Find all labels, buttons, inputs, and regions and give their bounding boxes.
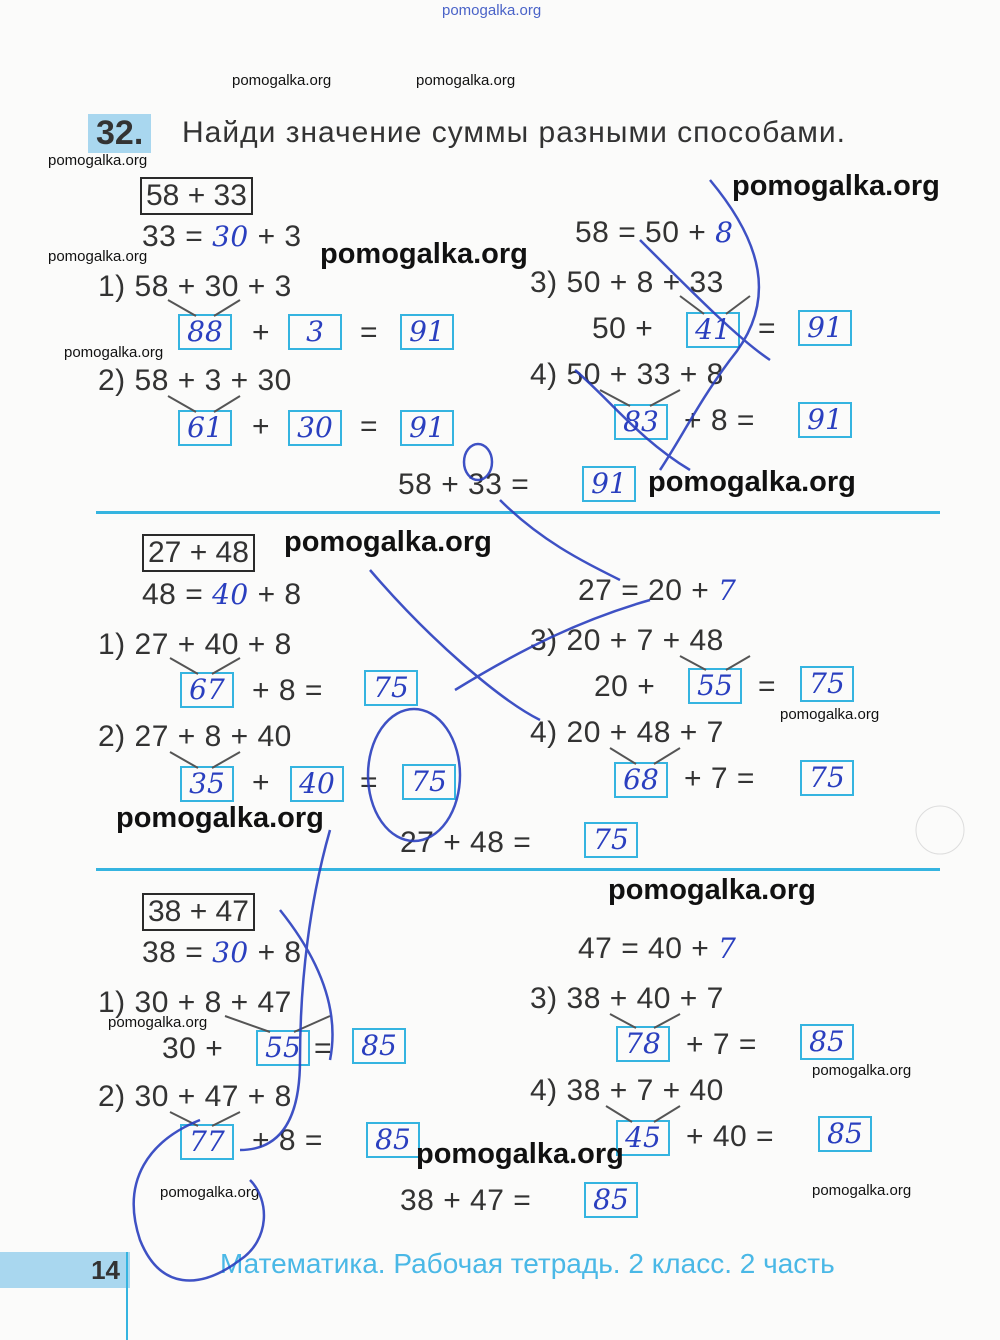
arrow-icon bbox=[212, 658, 240, 674]
arrow-icon bbox=[654, 1106, 680, 1122]
plus-sign: + bbox=[252, 410, 271, 443]
final-expression: 27 + 48 = bbox=[400, 826, 532, 859]
step-1: 1) 58 + 30 + 3 bbox=[98, 270, 292, 303]
decomposition-right: 27 = 20 + 7 bbox=[578, 574, 737, 607]
answer-box: 91 bbox=[400, 410, 454, 446]
equals-sign: = bbox=[758, 312, 777, 345]
equals-sign: = bbox=[360, 766, 379, 799]
arrow-icon bbox=[654, 748, 680, 764]
answer-box: 3 bbox=[288, 314, 342, 350]
watermark: pomogalka.org bbox=[608, 874, 816, 906]
answer-box: 41 bbox=[686, 312, 740, 348]
answer-box: 85 bbox=[352, 1028, 406, 1064]
arrow-icon bbox=[726, 296, 750, 314]
arrow-icon bbox=[212, 752, 240, 768]
watermark: pomogalka.org bbox=[160, 1184, 260, 1201]
watermark: pomogalka.org bbox=[284, 526, 492, 558]
watermark: pomogalka.org bbox=[416, 72, 516, 89]
answer-box: 77 bbox=[180, 1124, 234, 1160]
watermark: pomogalka.org bbox=[232, 72, 332, 89]
step-2: 2) 58 + 3 + 30 bbox=[98, 364, 292, 397]
arrow-icon bbox=[610, 748, 636, 764]
arrow-icon bbox=[168, 300, 196, 316]
watermark: pomogalka.org bbox=[416, 1138, 624, 1170]
page-number: 14 bbox=[0, 1252, 130, 1288]
answer-box: 83 bbox=[614, 404, 668, 440]
final-answer-box: 85 bbox=[584, 1182, 638, 1218]
answer-box: 78 bbox=[616, 1026, 670, 1062]
scribble bbox=[660, 180, 759, 470]
scribble bbox=[134, 1120, 264, 1280]
answer-box: 35 bbox=[180, 766, 234, 802]
task-expression: 38 + 47 bbox=[142, 893, 255, 931]
step-3-prefix: 50 + bbox=[592, 312, 654, 345]
answer-box: 40 bbox=[290, 766, 344, 802]
plus-sign: + bbox=[252, 316, 271, 349]
arrow-icon bbox=[214, 300, 240, 316]
step-4-suffix: + 7 = bbox=[684, 762, 755, 795]
handwritten-answer: 30 bbox=[212, 220, 249, 253]
decomposition-left: 48 = 40 + 8 bbox=[142, 578, 302, 611]
decomposition-right: 58 = 50 + 8 bbox=[575, 216, 734, 249]
handwritten-answer: 40 bbox=[212, 578, 249, 611]
arrow-group bbox=[168, 296, 750, 1126]
arrow-icon bbox=[168, 396, 196, 412]
arrow-icon bbox=[170, 658, 198, 674]
handwritten-answer: 7 bbox=[718, 932, 737, 965]
scribble bbox=[280, 910, 333, 1060]
decomposition-right: 47 = 40 + 7 bbox=[578, 932, 737, 965]
arrow-icon bbox=[225, 1016, 270, 1032]
decomposition-left: 33 = 30 + 3 bbox=[142, 220, 302, 253]
answer-box: 30 bbox=[288, 410, 342, 446]
scribble bbox=[464, 444, 492, 480]
handwritten-answer: 30 bbox=[212, 936, 249, 969]
exercise-number: 32. bbox=[88, 114, 151, 153]
watermark: pomogalka.org bbox=[812, 1062, 912, 1079]
step-1: 1) 27 + 40 + 8 bbox=[98, 628, 292, 661]
scribble bbox=[455, 600, 650, 690]
book-title: Математика. Рабочая тетрадь. 2 класс. 2 часть bbox=[220, 1248, 835, 1279]
step-4-suffix: + 40 = bbox=[686, 1120, 775, 1153]
arrow-icon bbox=[654, 1014, 680, 1028]
plus-sign: + 8 = bbox=[252, 674, 323, 707]
final-answer-box: 91 bbox=[582, 466, 636, 502]
watermark-top: pomogalka.org bbox=[442, 2, 542, 19]
exercise-title: Найди значение суммы разными способами. bbox=[182, 116, 847, 149]
step-4: 4) 38 + 7 + 40 bbox=[530, 1074, 724, 1107]
answer-box: 68 bbox=[614, 762, 668, 798]
step-3: 3) 20 + 7 + 48 bbox=[530, 624, 724, 657]
watermark: pomogalka.org bbox=[812, 1182, 912, 1199]
answer-box: 55 bbox=[256, 1030, 310, 1066]
arrow-icon bbox=[610, 1014, 636, 1028]
answer-box: 61 bbox=[178, 410, 232, 446]
step-3-suffix: + 7 = bbox=[686, 1028, 757, 1061]
watermark: pomogalka.org bbox=[116, 802, 324, 834]
scribble bbox=[370, 570, 540, 720]
answer-box: 85 bbox=[366, 1122, 420, 1158]
answer-box: 67 bbox=[180, 672, 234, 708]
answer-box: 91 bbox=[400, 314, 454, 350]
step-3: 3) 38 + 40 + 7 bbox=[530, 982, 724, 1015]
answer-box: 55 bbox=[688, 668, 742, 704]
answer-box: 85 bbox=[800, 1024, 854, 1060]
watermark: pomogalka.org bbox=[320, 238, 528, 270]
answer-box: 91 bbox=[798, 402, 852, 438]
equals-sign: = bbox=[314, 1032, 333, 1065]
scribble bbox=[500, 500, 620, 580]
watermark: pomogalka.org bbox=[48, 248, 148, 265]
arrow-icon bbox=[212, 1112, 240, 1126]
scribble bbox=[240, 830, 333, 1150]
final-answer-box: 75 bbox=[584, 822, 638, 858]
watermark: pomogalka.org bbox=[48, 152, 148, 169]
scribble-group bbox=[134, 180, 770, 1280]
decomposition-left: 38 = 30 + 8 bbox=[142, 936, 302, 969]
scribble bbox=[575, 370, 690, 470]
step-1: 1) 30 + 8 + 47 bbox=[98, 986, 292, 1019]
arrow-icon bbox=[170, 752, 198, 768]
arrow-icon bbox=[214, 396, 240, 412]
answer-box: 75 bbox=[800, 666, 854, 702]
final-expression: 38 + 47 = bbox=[400, 1184, 532, 1217]
equals-sign: = bbox=[360, 316, 379, 349]
plus-sign: + 8 = bbox=[252, 1124, 323, 1157]
answer-box: 85 bbox=[818, 1116, 872, 1152]
final-expression: 58 + 33 = bbox=[398, 468, 530, 501]
arrow-icon bbox=[726, 656, 750, 670]
equals-sign: = bbox=[360, 410, 379, 443]
arrow-icon bbox=[606, 1106, 632, 1122]
handwritten-answer: 7 bbox=[718, 574, 737, 607]
task-expression: 27 + 48 bbox=[142, 534, 255, 572]
scribble bbox=[640, 240, 770, 360]
watermark: pomogalka.org bbox=[64, 344, 164, 361]
answer-box: 75 bbox=[800, 760, 854, 796]
equals-sign: = bbox=[758, 670, 777, 703]
step-3: 3) 50 + 8 + 33 bbox=[530, 266, 724, 299]
step-3-prefix: 20 + bbox=[594, 670, 656, 703]
plus-sign: + bbox=[252, 766, 271, 799]
step-1-prefix: 30 + bbox=[162, 1032, 224, 1065]
answer-box: 91 bbox=[798, 310, 852, 346]
handwritten-answer: 8 bbox=[715, 216, 734, 249]
watermark: pomogalka.org bbox=[732, 170, 940, 202]
scribble bbox=[368, 709, 460, 841]
step-2: 2) 30 + 47 + 8 bbox=[98, 1080, 292, 1113]
answer-box: 75 bbox=[402, 764, 456, 800]
step-2: 2) 27 + 8 + 40 bbox=[98, 720, 292, 753]
page-mark-icon bbox=[916, 806, 964, 854]
arrow-icon bbox=[650, 390, 680, 406]
answer-box: 75 bbox=[364, 670, 418, 706]
step-4: 4) 50 + 33 + 8 bbox=[530, 358, 724, 391]
task-expression: 58 + 33 bbox=[140, 177, 253, 215]
answer-box: 45 bbox=[616, 1120, 670, 1156]
watermark: pomogalka.org bbox=[108, 1014, 208, 1031]
step-4-suffix: + 8 = bbox=[684, 404, 755, 437]
watermark: pomogalka.org bbox=[780, 706, 880, 723]
answer-box: 88 bbox=[178, 314, 232, 350]
watermark: pomogalka.org bbox=[648, 466, 856, 498]
arrow-icon bbox=[680, 656, 706, 670]
step-4: 4) 20 + 48 + 7 bbox=[530, 716, 724, 749]
